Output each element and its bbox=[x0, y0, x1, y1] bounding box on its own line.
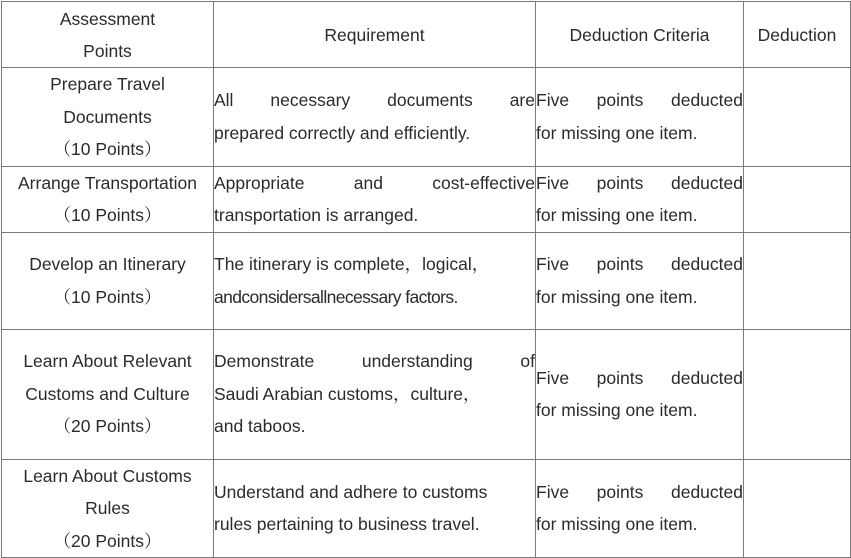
requirement-cell bbox=[214, 459, 536, 558]
table-row bbox=[2, 329, 851, 459]
deduction-cell[interactable] bbox=[744, 68, 851, 167]
requirement-cell bbox=[214, 232, 536, 329]
criteria-line: for missing one item. bbox=[536, 514, 698, 535]
assessment-point-cell bbox=[2, 232, 214, 329]
assessment-table bbox=[1, 1, 851, 558]
header-deduction-label: Deduction bbox=[757, 24, 837, 45]
header-row bbox=[2, 2, 851, 68]
requirement-line: rules pertaining to business travel. bbox=[214, 514, 480, 535]
assessment-point-line: Rules bbox=[85, 498, 130, 518]
requirement-line: The itinerary is complete，logical， bbox=[214, 254, 490, 274]
header-deduction-criteria-label: Deduction Criteria bbox=[569, 24, 710, 45]
requirement-line: Appropriate and cost-effective bbox=[214, 172, 535, 193]
header-deduction-criteria bbox=[536, 2, 744, 68]
assessment-point-line: Arrange Transportation bbox=[18, 172, 197, 193]
criteria-line: Five points deducted bbox=[536, 90, 743, 111]
assessment-point-line: Customs and Culture bbox=[25, 383, 190, 404]
criteria-line: for missing one item. bbox=[536, 286, 698, 307]
deduction-cell[interactable] bbox=[744, 329, 851, 459]
requirement-line: Demonstrate understanding of bbox=[214, 351, 535, 372]
requirement-cell bbox=[214, 166, 536, 232]
deduction-criteria-cell bbox=[536, 459, 744, 558]
assessment-point-cell bbox=[2, 459, 214, 558]
criteria-line: Five points deducted bbox=[536, 254, 743, 274]
table-row bbox=[2, 166, 851, 232]
header-assessment-points-line2: Points bbox=[83, 40, 132, 61]
requirement-cell bbox=[214, 68, 536, 167]
deduction-cell[interactable] bbox=[744, 166, 851, 232]
assessment-point-cell bbox=[2, 166, 214, 232]
assessment-point-score: （10 Points） bbox=[53, 205, 162, 225]
header-assessment-points bbox=[2, 2, 214, 68]
deduction-cell[interactable] bbox=[744, 232, 851, 329]
assessment-point-cell bbox=[2, 68, 214, 167]
requirement-cell bbox=[214, 329, 536, 459]
requirement-line: prepared correctly and efficiently. bbox=[214, 122, 471, 143]
criteria-line: Five points deducted bbox=[536, 172, 743, 193]
header-requirement-label: Requirement bbox=[324, 24, 425, 45]
assessment-point-cell bbox=[2, 329, 214, 459]
assessment-point-score: （20 Points） bbox=[53, 530, 162, 551]
deduction-criteria-cell bbox=[536, 232, 744, 329]
header-assessment-points-line1: Assessment bbox=[59, 8, 156, 29]
criteria-line: Five points deducted bbox=[536, 481, 743, 502]
assessment-point-score: （10 Points） bbox=[53, 139, 162, 159]
deduction-criteria-cell bbox=[536, 329, 744, 459]
assessment-point-score: （20 Points） bbox=[53, 416, 162, 437]
criteria-line: for missing one item. bbox=[536, 122, 698, 143]
assessment-point-line: Documents bbox=[63, 106, 152, 127]
table-row bbox=[2, 459, 851, 558]
criteria-line: Five points deducted bbox=[536, 367, 743, 388]
requirement-line: Saudi Arabian customs，culture， bbox=[214, 383, 481, 404]
assessment-point-line: Develop an Itinerary bbox=[29, 254, 186, 274]
table-row bbox=[2, 232, 851, 329]
assessment-point-line: Learn About Customs bbox=[23, 465, 192, 486]
header-requirement bbox=[214, 2, 536, 68]
criteria-line: for missing one item. bbox=[536, 205, 698, 225]
requirement-line: All necessary documents are bbox=[214, 90, 535, 111]
assessment-point-line: Prepare Travel bbox=[50, 74, 165, 94]
requirement-line: and taboos. bbox=[214, 416, 306, 437]
assessment-point-score: （10 Points） bbox=[53, 286, 162, 307]
requirement-line: transportation is arranged. bbox=[214, 205, 419, 225]
table-row bbox=[2, 68, 851, 167]
header-deduction bbox=[744, 2, 851, 68]
requirement-line: andconsidersallnecessary factors. bbox=[214, 286, 458, 307]
assessment-point-line: Learn About Relevant bbox=[23, 351, 192, 372]
deduction-cell[interactable] bbox=[744, 459, 851, 558]
deduction-criteria-cell bbox=[536, 166, 744, 232]
deduction-criteria-cell bbox=[536, 68, 744, 167]
criteria-line: for missing one item. bbox=[536, 400, 698, 420]
requirement-line: Understand and adhere to customs bbox=[214, 481, 488, 502]
